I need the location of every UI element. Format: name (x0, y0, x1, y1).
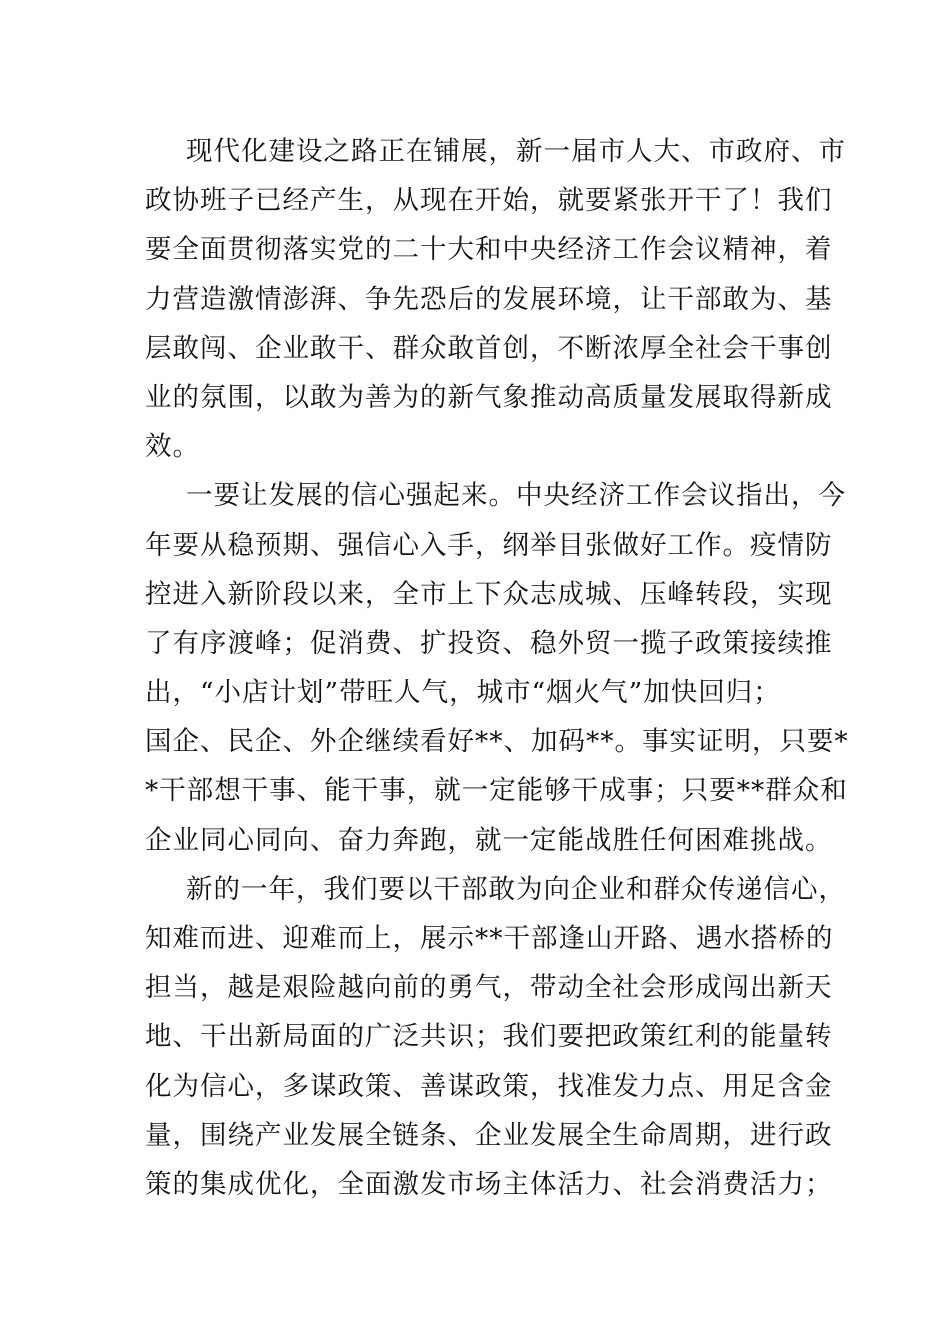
document-body (145, 127, 849, 1209)
text-line: 地、干出新局面的广泛共识；我们要把政策红利的能量转 (145, 1021, 833, 1053)
text-line: 策的集成优化，全面激发市场主体活力、社会消费活力； (145, 1168, 833, 1200)
text-line: 效。 (145, 431, 200, 463)
text-line: 了有序渡峰；促消费、扩投资、稳外贸一揽子政策接续推 (145, 627, 833, 659)
text-line: 担当，越是艰险越向前的勇气，带动全社会形成闯出新天 (145, 972, 833, 1004)
text-line: 出，“小店计划”带旺人气，城市“烟火气”加快回归； (145, 677, 781, 709)
text-line: 力营造激情澎湃、争先恐后的发展环境，让干部敢为、基 (145, 283, 833, 315)
text-line: 国企、民企、外企继续看好**、加码**。事实证明，只要* (145, 726, 849, 758)
text-line: 要全面贯彻落实党的二十大和中央经济工作会议精神，着 (145, 234, 833, 266)
text-line: 量，围绕产业发展全链条、企业发展全生命周期，进行政 (145, 1119, 833, 1151)
text-line: 政协班子已经产生，从现在开始，就要紧张开干了！我们 (145, 185, 833, 217)
paragraph-2 (145, 471, 849, 865)
text-line: 化为信心，多谋政策、善谋政策，找准发力点、用足含金 (145, 1070, 833, 1102)
text-line: 业的氛围，以敢为善为的新气象推动高质量发展取得新成 (145, 381, 833, 413)
text-line: *干部想干事、能干事，就一定能够干成事；只要**群众和 (145, 775, 848, 807)
text-line: 层敢闯、企业敢干、群众敢首创，不断浓厚全社会干事创 (145, 332, 833, 364)
paragraph-1 (145, 127, 846, 471)
text-line: 企业同心同向、奋力奔跑，就一定能战胜任何困难挑战。 (145, 824, 833, 856)
text-line: 现代化建设之路正在铺展，新一届市人大、市政府、市 (186, 136, 846, 167)
text-line: 知难而进、迎难而上，展示**干部逢山开路、遇水搭桥的 (145, 923, 834, 954)
paragraph-3 (145, 865, 846, 1209)
text-line: 新的一年，我们要以干部敢为向企业和群众传递信心， (186, 873, 846, 905)
text-line: 一要让发展的信心强起来。中央经济工作会议指出，今 (186, 480, 846, 512)
text-line: 年要从稳预期、强信心入手，纲举目张做好工作。疫情防 (145, 529, 833, 561)
text-line: 控进入新阶段以来，全市上下众志成城、压峰转段，实现 (145, 578, 833, 610)
